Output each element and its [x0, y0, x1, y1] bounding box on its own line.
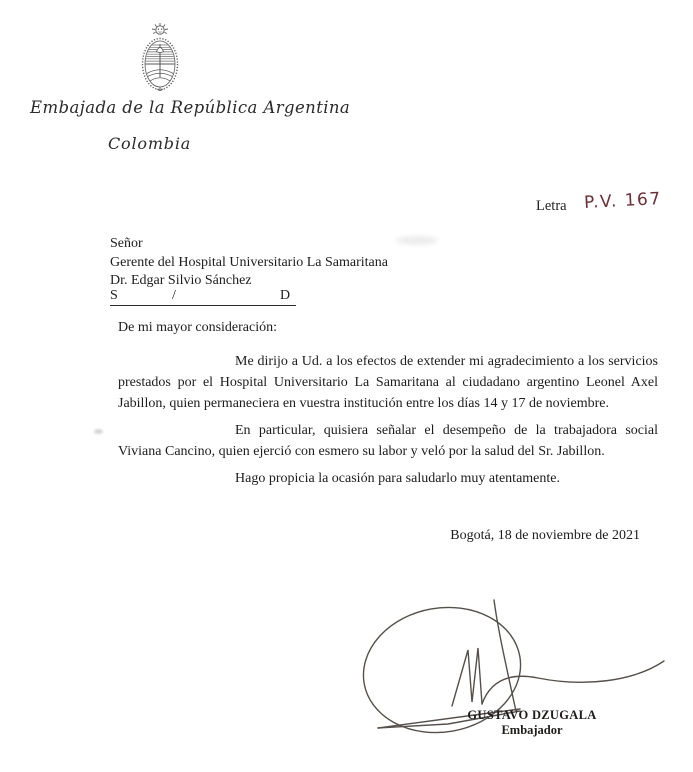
reference-handwritten-number: P.V. 167 — [583, 188, 663, 214]
letter-paragraph: Me dirijo a Ud. a los efectos de extender mi agradecimiento a los servicios prestados por el Hospital Universitario La Samaritana al ciudadano argentino Leonel Axel Jabillon, quien permaneciera en vuestra institución entre los días 14 y 17 de noviembre. — [118, 354, 658, 411]
scan-smudge — [94, 429, 103, 434]
letter-body — [118, 351, 658, 495]
recipient-sd-line — [110, 288, 296, 306]
letter-salutation: De mi mayor consideración: — [118, 320, 278, 335]
letterhead-organization: Embajada de la República Argentina — [30, 98, 351, 117]
letterhead-country: Colombia — [108, 134, 192, 153]
recipient-block — [110, 235, 388, 291]
recipient-position: Gerente del Hospital Universitario La Samaritana — [110, 254, 388, 270]
signer-title: Embajador — [501, 723, 563, 737]
sd-right-letter: D — [280, 288, 291, 303]
sd-left-letter: S — [110, 288, 118, 303]
sd-slash: / — [172, 288, 176, 303]
scan-smudge — [396, 236, 438, 245]
signature-block — [432, 708, 632, 738]
recipient-salutation: Señor — [110, 236, 143, 251]
recipient-name: Dr. Edgar Silvio Sánchez — [110, 273, 252, 288]
argentina-coat-of-arms-icon — [137, 22, 183, 92]
signer-name: GUSTAVO DZUGALA — [467, 708, 597, 722]
letter-paragraph: Hago propicia la ocasión para saludarlo muy atentamente. — [235, 471, 560, 486]
letter-paragraph: En particular, quisiera señalar el desempeño de la trabajadora social Viviana Cancino, quien ejerció con esmero su labor y veló por la salud del Sr. Jabillon. — [118, 423, 658, 459]
reference-label: Letra — [536, 198, 567, 214]
letter-dateline: Bogotá, 18 de noviembre de 2021 — [450, 528, 640, 543]
